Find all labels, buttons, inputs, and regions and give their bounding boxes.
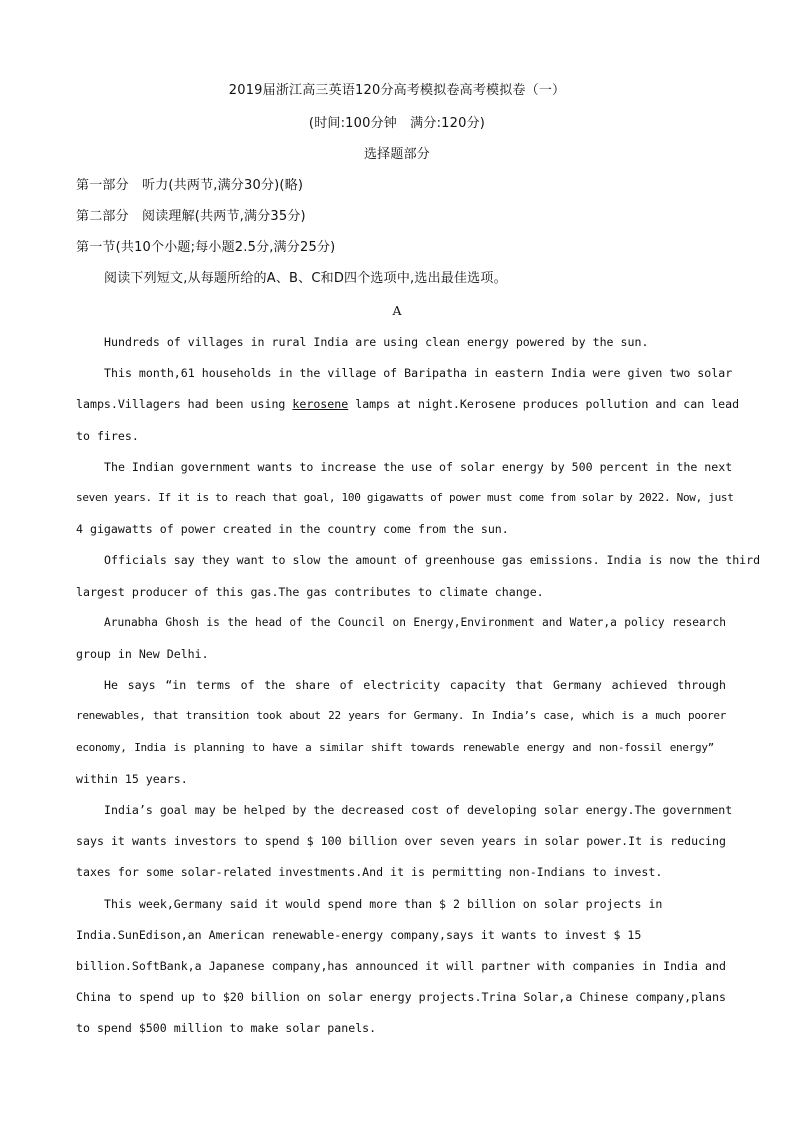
underlined-word-kerosene: kerosene	[292, 397, 349, 411]
passage-paragraph-8-line-5: to spend $500 million to make solar panels.	[76, 1021, 377, 1035]
text-segment: lamps at night.Kerosene produces pollution and can lead	[348, 397, 740, 411]
passage-paragraph-2-line-2	[76, 396, 740, 412]
passage-paragraph-5-line-2: group in New Delhi.	[76, 647, 209, 661]
passage-letter: A	[392, 303, 402, 318]
section-heading: 选择题部分	[363, 147, 430, 162]
passage-paragraph-4-line-2: largest producer of this gas.The gas contributes to climate change.	[76, 585, 544, 599]
part2-heading: 第二部分 阅读理解(共两节,满分35分)	[76, 209, 306, 224]
passage-paragraph-3-line-3: 4 gigawatts of power created in the country come from the sun.	[76, 522, 509, 536]
passage-paragraph-6-line-1: He says “in terms of the share of electricity capacity that Germany achieved through	[104, 678, 726, 692]
passage-paragraph-8-line-2: India.SunEdison,an American renewable-energy company,says it wants to invest $ 15	[76, 928, 642, 942]
passage-paragraph-8-line-4: China to spend up to $20 billion on solar energy projects.Trina Solar,a Chinese company,plans	[76, 990, 726, 1004]
passage-paragraph-1-line-1: Hundreds of villages in rural India are using clean energy powered by the sun.	[104, 335, 649, 349]
passage-paragraph-3-line-1: The Indian government wants to increase the use of solar energy by 500 percent in the next	[104, 460, 733, 474]
passage-paragraph-7-line-1: India’s goal may be helped by the decreased cost of developing solar energy.The government	[104, 803, 733, 817]
passage-paragraph-8-line-1: This week,Germany said it would spend more than $ 2 billion on solar projects in	[104, 897, 663, 911]
reading-instruction: 阅读下列短文,从每题所给的A、B、C和D四个选项中,选出最佳选项。	[104, 271, 507, 286]
passage-paragraph-7-line-2: says it wants investors to spend $ 100 billion over seven years in solar power.It is reducing	[76, 834, 726, 848]
passage-paragraph-2-line-1: This month,61 households in the village of Baripatha in eastern India were given two solar	[104, 366, 733, 380]
passage-paragraph-8-line-3: billion.SoftBank,a Japanese company,has announced it will partner with companies in India and	[76, 959, 726, 973]
passage-paragraph-6-line-2: renewables, that transition took about 22 years for Germany. In India’s case, which is a much poorer	[76, 709, 726, 722]
passage-paragraph-2-line-3: to fires.	[76, 429, 139, 443]
passage-paragraph-6-line-3: economy, India is planning to have a similar shift towards renewable energy and non-fossil energy”	[76, 741, 714, 754]
exam-title: 2019届浙江高三英语120分高考模拟卷高考模拟卷（一）	[228, 83, 566, 98]
passage-paragraph-4-line-1: Officials say they want to slow the amount of greenhouse gas emissions. India is now the third	[104, 553, 761, 567]
exam-duration-score: (时间:100分钟 满分:120分)	[308, 116, 486, 131]
passage-paragraph-5-line-1: Arunabha Ghosh is the head of the Council on Energy,Environment and Water,a policy research	[104, 616, 726, 629]
passage-paragraph-3-line-2: seven years. If it is to reach that goal, 100 gigawatts of power must come from solar by 2022. Now, just	[76, 491, 734, 504]
part1-heading: 第一部分 听力(共两节,满分30分)(略)	[76, 178, 304, 193]
text-segment: lamps.Villagers had been using	[76, 397, 293, 411]
passage-paragraph-7-line-3: taxes for some solar-related investments.And it is permitting non-Indians to invest.	[76, 865, 663, 879]
section1-heading: 第一节(共10个小题;每小题2.5分,满分25分)	[76, 240, 336, 255]
passage-paragraph-6-line-4: within 15 years.	[76, 772, 188, 786]
